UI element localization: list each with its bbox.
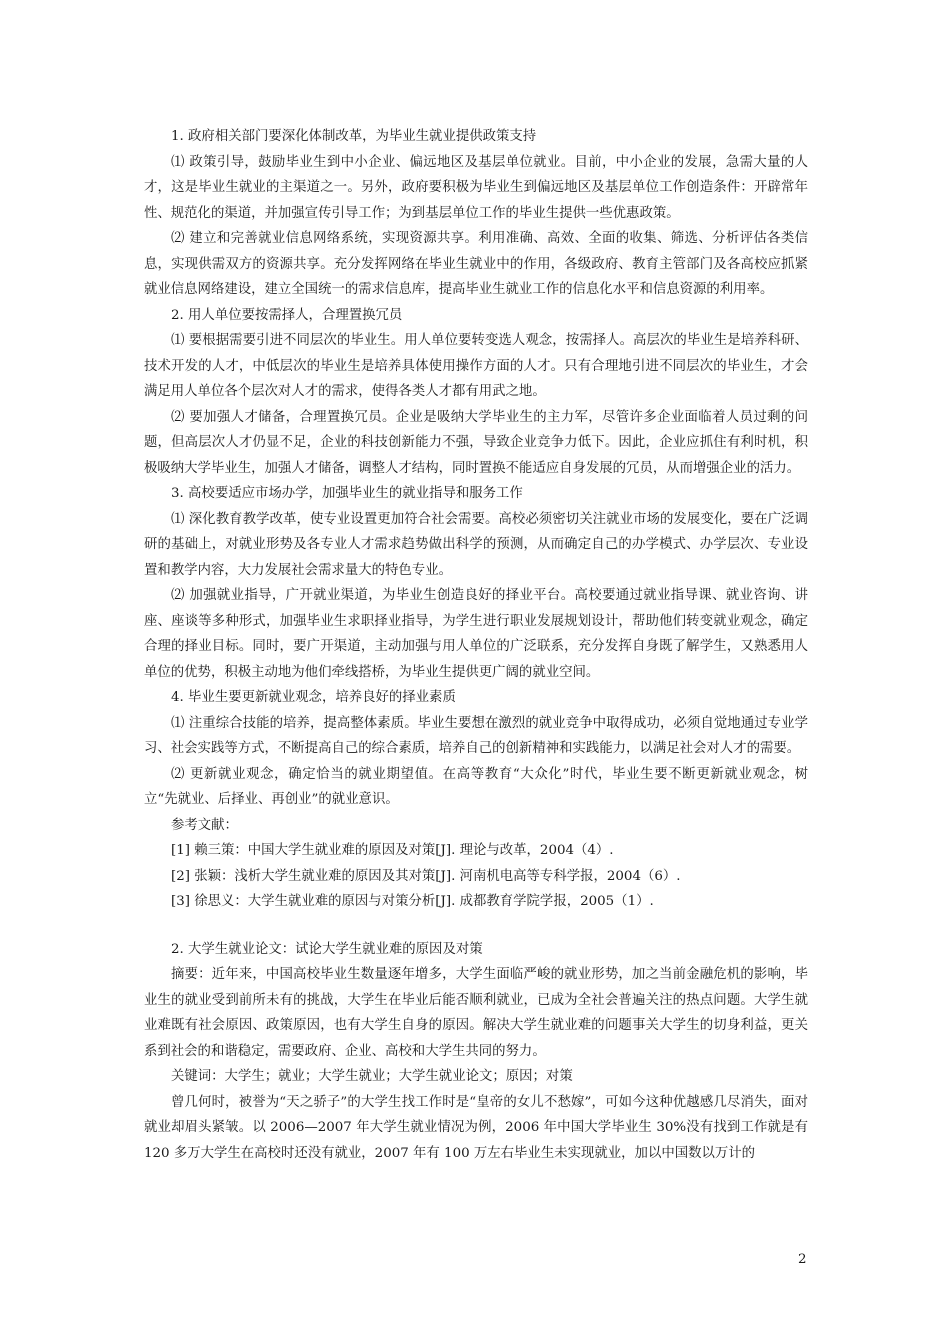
section-heading: 2. 用人单位要按需择人，合理置换冗员 — [171, 307, 403, 323]
section-heading: 1. 政府相关部门要深化体制改革，为毕业生就业提供政策支持 — [171, 129, 537, 144]
section-heading: 3. 高校要适应市场办学，加强毕业生的就业指导和服务工作 — [171, 486, 523, 501]
paragraph: 曾几何时，被誉为“天之骄子”的大学生找工作时是“皇帝的女儿不愁嫁”，可如今这种优越感几尽消失，面对就业却眉头紧皱。以 2006—2007 年大学生就业情况为例，2006 年中国大学毕业生 30%没有找到工作就是有 120 多万大学生在高校时还没有就业，2007 年有 100 万左右毕业生未实现就业，加以中国数以万计的 — [144, 1094, 808, 1161]
keywords: 关键词：大学生；就业；大学生就业；大学生就业论文；原因；对策 — [171, 1069, 573, 1084]
page-content — [144, 124, 808, 1166]
paragraph: ⑴ 要根据需要引进不同层次的毕业生。用人单位要转变选人观念，按需择人。高层次的毕业生是培养科研、技术开发的人才，中低层次的毕业生是培养具体使用操作方面的人才。只有合理地引进不同层次的毕业生，才会满足用人单位各个层次对人才的需求，使得各类人才都有用武之地。 — [144, 333, 808, 399]
section-heading: 4. 毕业生要更新就业观念，培养良好的择业素质 — [171, 690, 456, 705]
paragraph: ⑵ 加强就业指导，广开就业渠道，为毕业生创造良好的择业平台。高校要通过就业指导课、就业咨询、讲座、座谈等多种形式，加强毕业生求职择业指导，为学生进行职业发展规划设计，帮助他们转变就业观念，确定合理的择业目标。同时，要广开渠道，主动加强与用人单位的广泛联系，充分发挥自身既了解学生，又熟悉用人单位的优势，积极主动地为他们牵线搭桥，为毕业生提供更广阔的就业空间。 — [144, 588, 808, 680]
paragraph: ⑵ 更新就业观念，确定恰当的就业期望值。在高等教育“大众化”时代，毕业生要不断更新就业观念，树立“先就业、后择业、再创业”的就业意识。 — [144, 766, 808, 807]
paragraph: ⑵ 建立和完善就业信息网络系统，实现资源共享。利用准确、高效、全面的收集、筛选、分析评估各类信息，实现供需双方的资源共享。充分发挥网络在毕业生就业中的作用，各级政府、教育主管部门及各高校应抓紧就业信息网络建设，建立全国统一的需求信息库，提高毕业生就业工作的信息化水平和信息资源的利用率。 — [144, 231, 808, 297]
page-number: 2 — [798, 1252, 807, 1267]
section-spacer — [144, 915, 808, 937]
article-title: 2. 大学生就业论文：试论大学生就业难的原因及对策 — [171, 941, 483, 957]
abstract: 摘要：近年来，中国高校毕业生数量逐年增多，大学生面临严峻的就业形势，加之当前金融危机的影响，毕业生的就业受到前所未有的挑战，大学生在毕业后能否顺利就业，已成为全社会普遍关注的热点问题。大学生就业难既有社会原因、政策原因，也有大学生自身的原因。解决大学生就业难的问题事关大学生的切身利益，更关系到社会的和谐稳定，需要政府、企业、高校和大学生共同的努力。 — [144, 967, 808, 1059]
paragraph: ⑴ 深化教育教学改革，使专业设置更加符合社会需要。高校必须密切关注就业市场的发展变化，要在广泛调研的基础上，对就业形势及各专业人才需求趋势做出科学的预测，从而确定自己的办学模式、办学层次、专业设置和教学内容，大力发展社会需求量大的特色专业。 — [144, 511, 808, 578]
paragraph: ⑴ 政策引导，鼓励毕业生到中小企业、偏远地区及基层单位就业。目前，中小企业的发展，急需大量的人才，这是毕业生就业的主渠道之一。另外，政府要积极为毕业生到偏远地区及基层单位工作创造条件：开辟常年性、规范化的渠道，并加强宣传引导工作；为到基层单位工作的毕业生提供一些优惠政策。 — [144, 154, 808, 221]
reference-item: [3] 徐思义：大学生就业难的原因与对策分析[J]. 成都教育学院学报，2005（1）. — [171, 894, 654, 909]
references-heading: 参考文献： — [171, 817, 238, 833]
paragraph: ⑵ 要加强人才储备，合理置换冗员。企业是吸纳大学毕业生的主力军，尽管许多企业面临着人员过剩的问题，但高层次人才仍显不足，企业的科技创新能力不强，导致企业竞争力低下。因此，企业应抓住有利时机，积极吸纳大学毕业生，加强人才储备，调整人才结构，同时置换不能适应自身发展的冗员，从而增强企业的活力。 — [144, 409, 808, 476]
reference-item: [2] 张颖：浅析大学生就业难的原因及其对策[J]. 河南机电高等专科学报，2004（6）. — [171, 868, 681, 884]
reference-item: [1] 赖三策：中国大学生就业难的原因及对策[J]. 理论与改革，2004（4）. — [171, 843, 614, 858]
paragraph: ⑴ 注重综合技能的培养，提高整体素质。毕业生要想在激烈的就业竞争中取得成功，必须自觉地通过专业学习、社会实践等方式，不断提高自己的综合素质，培养自己的创新精神和实践能力，以满足社会对人才的需要。 — [144, 715, 808, 756]
